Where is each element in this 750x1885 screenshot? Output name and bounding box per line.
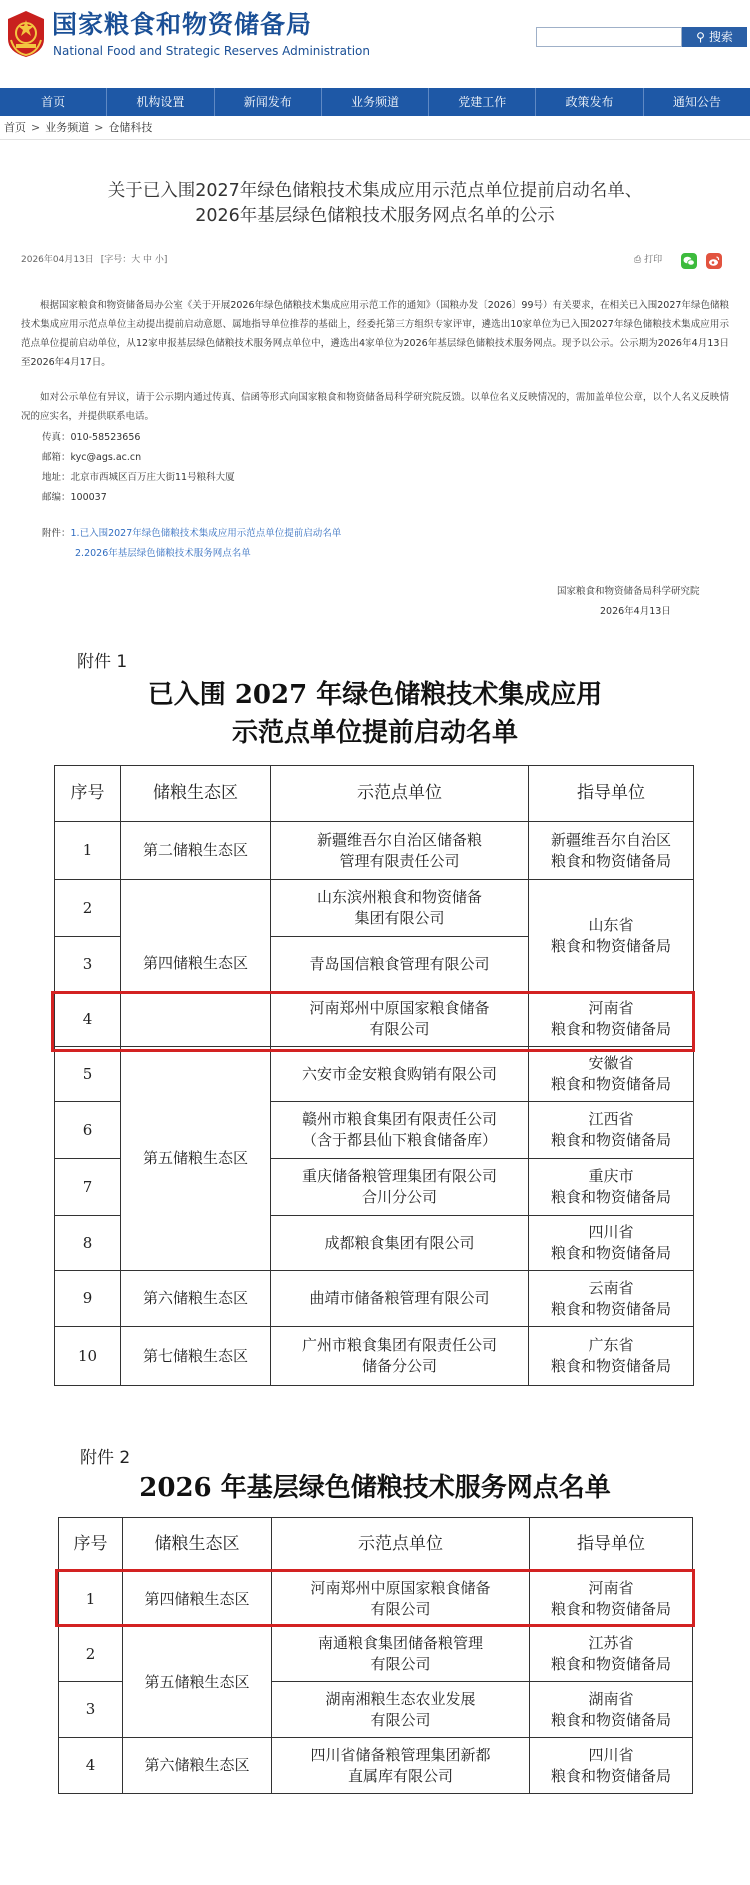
national-emblem-icon: [5, 9, 47, 59]
nav-item-business[interactable]: 业务频道: [322, 88, 429, 116]
cell-unit: [271, 1159, 529, 1216]
guide-line: 粮食和物资储备局: [550, 1299, 671, 1318]
breadcrumb-separator: >: [31, 121, 41, 134]
cell-guide: [530, 1627, 693, 1682]
contact-email: 邮箱：kyc@ags.ac.cn: [42, 452, 142, 463]
cell-zone: 第四储粮生态区: [123, 1572, 272, 1627]
search-button-label: 搜索: [708, 30, 733, 44]
cell-guide: [529, 1102, 694, 1159]
contact-address: 地址：北京市西城区百万庄大街11号粮科大厦: [42, 472, 235, 483]
guide-line: 河南省: [588, 999, 634, 1017]
highlight-box-row-4: [51, 991, 695, 1052]
attachment-1-title: [0, 676, 750, 752]
cell-unit: [272, 1627, 530, 1682]
nav-item-organization[interactable]: 机构设置: [107, 88, 214, 116]
guide-line: 新疆维吾尔自治区: [550, 830, 671, 849]
article-title-line1: 关于已入围2027年绿色储粮技术集成应用示范点单位提前启动名单、: [107, 181, 643, 201]
guide-line: 山东省: [588, 915, 634, 934]
cell-guide: [530, 1738, 693, 1794]
guide-line: 湖南省: [588, 1689, 634, 1708]
cell-no: 1: [55, 822, 121, 880]
cell-unit: [271, 822, 529, 880]
nav-item-notice[interactable]: 通知公告: [672, 95, 721, 109]
guide-line: 广东省: [588, 1336, 634, 1354]
article-date: 2026年04月13日: [21, 255, 94, 265]
search-input[interactable]: [536, 27, 682, 47]
header-cell-guide: 指导单位: [530, 1518, 693, 1572]
table-row: [59, 1627, 693, 1682]
unit-line: 有限公司: [370, 1655, 431, 1673]
article-meta: [21, 254, 167, 266]
table-row: [55, 880, 694, 937]
header-cell-no: 序号: [55, 766, 121, 822]
attachment-link-2[interactable]: 2.2026年基层绿色储粮技术服务网点名单: [75, 548, 251, 559]
unit-line: 青岛国信粮食管理有限公司: [309, 954, 490, 973]
nav-item-home[interactable]: 首页: [0, 88, 107, 116]
unit-line: 直属库有限公司: [347, 1766, 453, 1785]
cell-zone: 第五储粮生态区: [121, 1047, 271, 1271]
guide-line: 粮食和物资储备局: [550, 1244, 671, 1262]
breadcrumb-home[interactable]: 首页: [4, 121, 26, 134]
unit-line: 湖南湘粮生态农业发展: [325, 1689, 476, 1708]
cell-zone: 第五储粮生态区: [123, 1627, 272, 1738]
unit-line: 有限公司: [370, 1600, 431, 1618]
signature-date: 2026年4月13日: [600, 606, 671, 617]
article-paragraph-2: 如对公示单位有异议，请于公示期内通过传真、信函等形式向国家粮食和物资储备局科学研究院反馈。以单位名义反映情况的，需加盖单位公章，以个人名义反映情况的应实名，并提供联系电话。: [21, 392, 729, 422]
cell-unit: [272, 1682, 530, 1738]
cell-guide: [529, 1047, 694, 1102]
table-row: [55, 1271, 694, 1327]
guide-line: 安徽省: [588, 1054, 634, 1072]
unit-line: 赣州市粮食集团有限责任公司: [301, 1110, 497, 1128]
cell-unit: [272, 1738, 530, 1794]
cell-guide: [530, 1682, 693, 1738]
attachment-2-title: 2026 年基层绿色储粮技术服务网点名单: [139, 1473, 611, 1503]
table-attachment-1: [54, 765, 694, 1386]
guide-line: 粮食和物资储备局: [550, 851, 671, 870]
search-button[interactable]: [682, 27, 747, 47]
guide-line: 粮食和物资储备局: [550, 1020, 671, 1038]
cell-guide: [529, 880, 694, 992]
unit-line: 管理有限责任公司: [339, 851, 460, 870]
attachments-list: [42, 524, 341, 543]
cell-zone: 第四储粮生态区: [121, 880, 271, 1047]
unit-line: 集团有限公司: [354, 909, 445, 927]
cell-no: 4: [59, 1738, 123, 1794]
unit-line: 六安市金安粮食购销有限公司: [301, 1064, 497, 1083]
unit-line: 合川分公司: [361, 1188, 437, 1206]
cell-no: 3: [59, 1682, 123, 1738]
cell-no: 2: [55, 880, 121, 937]
cell-no: 10: [55, 1327, 121, 1386]
cell-no: 4: [55, 992, 121, 1047]
unit-line: 南通粮食集团储备粮管理: [317, 1634, 483, 1652]
cell-guide: [529, 822, 694, 880]
attachment-1-label: 附件 1: [77, 652, 128, 672]
cell-zone: 第六储粮生态区: [121, 1271, 271, 1327]
cell-guide: [529, 1159, 694, 1216]
nav-item-news[interactable]: 新闻发布: [215, 88, 322, 116]
unit-line: 有限公司: [370, 1710, 431, 1729]
cell-guide: [529, 1271, 694, 1327]
cell-guide: [529, 1327, 694, 1386]
table-row: [55, 1327, 694, 1386]
cell-unit: [271, 1102, 529, 1159]
site-title-cn[interactable]: 国家粮食和物资储备局: [52, 10, 313, 39]
unit-line: 广州市粮食集团有限责任公司: [301, 1336, 497, 1354]
table-row: [55, 822, 694, 880]
article-paragraph-1: 根据国家粮食和物资储备局办公室《关于开展2026年绿色储粮技术集成应用示范工作的通知》（国粮办发〔2026〕99号）有关要求，在相关已入围2027年绿色储粮技术集成应用示范点单位主动提出提前启动意愿、属地指导单位推荐的基础上，经委托第三方组织专家评审，遴选出10家单位为已入围2027年绿色储粮技术集成应用示范点单位提前启动单位，从12家申报基层绿色储粮技术服务网点单位中，遴选出4家单位为2026年基层绿色储粮技术服务网点。现予以公示。公示期为2026年4月13日至2026年4月17日。: [21, 300, 729, 368]
font-size-switch[interactable]: [字号：大 中 小]: [100, 255, 168, 265]
printer-icon: ⎙: [634, 255, 645, 265]
cell-no: 8: [55, 1216, 121, 1271]
unit-line: 曲靖市储备粮管理有限公司: [309, 1289, 490, 1307]
header-cell-zone: 储粮生态区: [121, 766, 271, 822]
highlight-box-row-1: [55, 1569, 695, 1627]
cell-unit: [271, 880, 529, 937]
guide-line: 粮食和物资储备局: [550, 936, 671, 955]
cell-zone: 第二储粮生态区: [121, 822, 271, 880]
header-cell-no: 序号: [59, 1518, 123, 1572]
site-header: [0, 0, 750, 76]
unit-line: （含于都县仙下粮食储备库）: [301, 1131, 497, 1149]
breadcrumb-business[interactable]: 业务频道: [45, 121, 90, 134]
unit-line: 河南郑州中原国家粮食储备: [310, 1579, 491, 1597]
breadcrumb-divider: [0, 139, 750, 140]
cell-no: 1: [59, 1572, 123, 1627]
cell-unit: [271, 1327, 529, 1386]
cell-no: 7: [55, 1159, 121, 1216]
search-icon: ⚲: [696, 30, 705, 44]
breadcrumb: [4, 120, 152, 136]
unit-line: 成都粮食集团有限公司: [324, 1233, 475, 1252]
unit-line: 山东滨州粮食和物资储备: [316, 888, 482, 906]
guide-line: 江西省: [588, 1110, 634, 1128]
cell-unit: [271, 937, 529, 992]
guide-line: 粮食和物资储备局: [550, 1655, 671, 1673]
attachment-1-title-line2: 示范点单位提前启动名单: [231, 718, 518, 748]
guide-line: 粮食和物资储备局: [550, 1766, 671, 1785]
print-label: 打印: [644, 255, 663, 265]
unit-line: 重庆储备粮管理集团有限公司: [301, 1167, 497, 1185]
article-title: [0, 179, 750, 229]
print-button[interactable]: [634, 254, 662, 266]
header-cell-guide: 指导单位: [529, 766, 694, 822]
cell-guide: [529, 1216, 694, 1271]
attachment-2-label: 附件 2: [80, 1448, 131, 1468]
unit-line: 新疆维吾尔自治区储备粮: [316, 830, 482, 849]
cell-no: 2: [59, 1627, 123, 1682]
guide-line: 粮食和物资储备局: [550, 1710, 671, 1729]
guide-line: 粮食和物资储备局: [550, 1188, 671, 1206]
signature-organization: 国家粮食和物资储备局科学研究院: [557, 586, 700, 597]
cell-no: 5: [55, 1047, 121, 1102]
guide-line: 云南省: [588, 1278, 634, 1297]
header-cell-zone: 储粮生态区: [123, 1518, 272, 1572]
unit-line: 四川省储备粮管理集团新都: [310, 1745, 491, 1764]
guide-line: 粮食和物资储备局: [550, 1357, 671, 1375]
table-row: [55, 1047, 694, 1102]
cell-no: 9: [55, 1271, 121, 1327]
cell-zone: 第七储粮生态区: [121, 1327, 271, 1386]
guide-line: 河南省: [588, 1579, 634, 1597]
cell-no: 3: [55, 937, 121, 992]
cell-unit: [271, 1216, 529, 1271]
article-tools: [634, 253, 744, 269]
table-header-row: [59, 1518, 693, 1572]
article-title-line2: 2026年基层绿色储粮技术服务网点名单的公示: [195, 206, 555, 226]
guide-line: 四川省: [588, 1223, 634, 1241]
wechat-share-icon[interactable]: [681, 253, 697, 269]
header-cell-unit: 示范点单位: [271, 766, 529, 822]
main-nav: [0, 88, 750, 116]
unit-line: 有限公司: [369, 1020, 430, 1038]
guide-line: 四川省: [588, 1745, 634, 1764]
breadcrumb-separator: >: [94, 121, 104, 134]
guide-line: 粮食和物资储备局: [550, 1075, 671, 1093]
breadcrumb-storage-tech[interactable]: 仓储科技: [108, 121, 153, 134]
cell-unit: [271, 1047, 529, 1102]
guide-line: 粮食和物资储备局: [550, 1600, 671, 1618]
unit-line: 储备分公司: [361, 1357, 437, 1375]
contact-fax: 传真：010-58523656: [42, 432, 141, 443]
attachments-label: 附件：: [42, 528, 71, 539]
contact-postcode: 邮编：100037: [42, 492, 107, 503]
nav-item-policy[interactable]: 政策发布: [536, 88, 643, 116]
attachment-link-1[interactable]: 1.已入围2027年绿色储粮技术集成应用示范点单位提前启动名单: [70, 528, 342, 539]
table-attachment-2: [58, 1517, 693, 1794]
unit-line: 河南郑州中原国家粮食储备: [309, 999, 490, 1017]
nav-item-party[interactable]: 党建工作: [429, 88, 536, 116]
cell-zone: 第六储粮生态区: [123, 1738, 272, 1794]
guide-line: 江苏省: [588, 1634, 634, 1652]
weibo-share-icon[interactable]: [706, 253, 722, 269]
table-row: [59, 1738, 693, 1794]
cell-no: 6: [55, 1102, 121, 1159]
cell-unit: [271, 1271, 529, 1327]
header-cell-unit: 示范点单位: [272, 1518, 530, 1572]
site-title-en: National Food and Strategic Reserves Administration: [53, 44, 370, 58]
table-header-row: [55, 766, 694, 822]
attachment-1-title-line1: 已入围 2027 年绿色储粮技术集成应用: [147, 680, 603, 710]
guide-line: 重庆市: [588, 1167, 634, 1185]
guide-line: 粮食和物资储备局: [550, 1131, 671, 1149]
